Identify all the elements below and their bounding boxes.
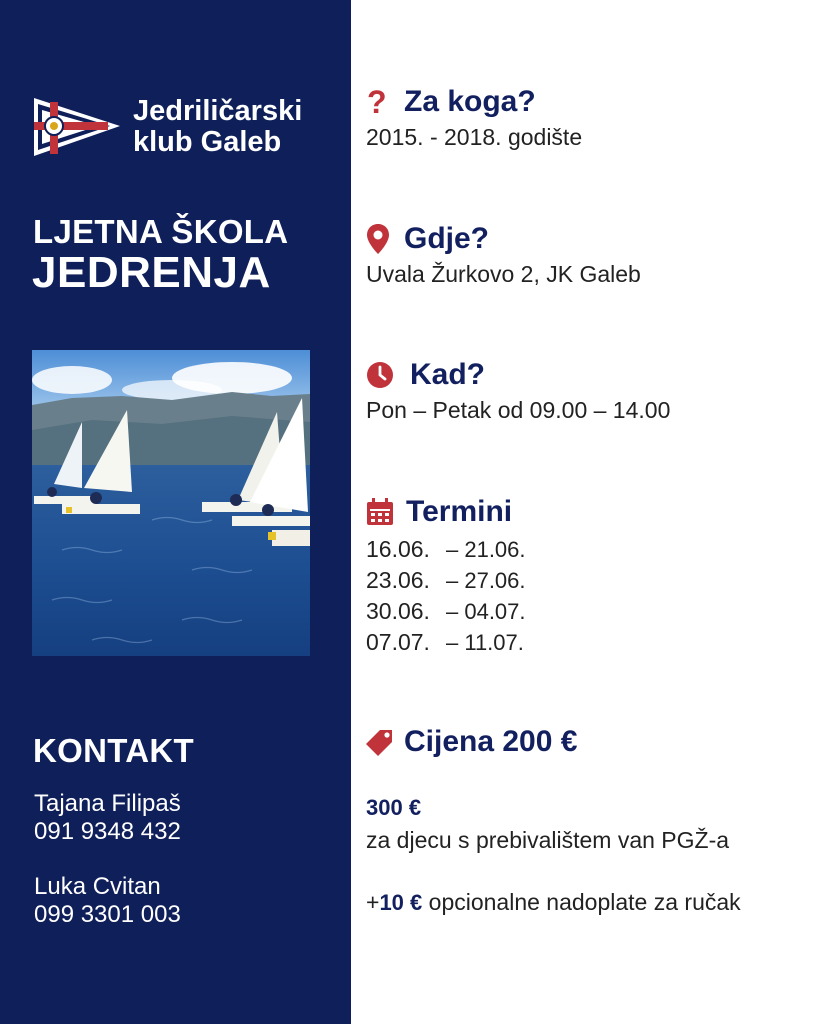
contact-name: Luka Cvitan [34,873,161,900]
section-heading [366,722,577,762]
date-from: 30.06. [366,598,430,624]
section-where [366,219,641,290]
who-heading: Za koga? [404,85,536,118]
pennant-logo-icon [32,96,124,160]
right-panel [351,0,819,1024]
section-heading [366,492,526,532]
date-to: – 27.06. [446,568,526,593]
sailing-photo [32,350,310,656]
svg-text:?: ? [367,87,387,117]
section-terms [366,492,526,658]
clock-icon [366,359,396,391]
section-when [366,355,670,426]
list-item [366,534,526,565]
when-heading: Kad? [410,358,485,391]
sailing-boats-photo [32,350,310,656]
price-heading: Cijena 200 € [404,725,578,758]
where-text: Uvala Žurkovo 2, JK Galeb [366,261,641,287]
date-from: 23.06. [366,567,430,593]
list-item [366,627,526,658]
when-text: Pon – Petak od 09.00 – 14.00 [366,397,671,423]
contact-person-2 [34,873,181,929]
location-pin-icon [366,223,396,255]
alt-price: 300 € [366,795,422,820]
left-panel [0,0,351,1024]
date-from: 16.06. [366,536,430,562]
title-line1: LJETNA ŠKOLA [33,213,289,250]
contact-phone[interactable]: 091 9348 432 [34,818,181,845]
contact-phone[interactable]: 099 3301 003 [34,901,181,928]
question-mark-icon [366,86,396,118]
contact-person-1 [34,790,181,846]
club-name-line2: klub Galeb [133,126,282,158]
section-heading [366,355,670,395]
club-name [133,96,302,158]
date-to: – 04.07. [446,599,526,624]
date-to: – 11.07. [446,630,524,655]
terms-list [366,534,526,658]
section-heading [366,219,641,259]
date-to: – 21.06. [446,537,526,562]
club-logo [32,96,322,160]
contact-name: Tajana Filipaš [34,790,181,817]
date-from: 07.07. [366,629,430,655]
who-text: 2015. - 2018. godište [366,124,583,150]
lunch-prefix: + [366,889,380,915]
calendar-icon [366,496,396,528]
title-line2: JEDRENJA [32,248,271,297]
section-heading [366,82,582,122]
section-who [366,82,582,153]
where-heading: Gdje? [404,222,490,255]
price-tag-icon [366,726,396,758]
terms-heading: Termini [406,495,513,528]
lunch-price-note: opcionalne nadoplate za ručak [422,889,741,915]
contact-heading: KONTAKT [33,732,194,769]
alt-price-note: za djecu s prebivalištem van PGŽ-a [366,827,730,853]
list-item [366,565,526,596]
lunch-price-value: 10 € [379,890,423,915]
list-item [366,596,526,627]
lunch-price [366,889,741,916]
section-price [366,722,577,762]
club-name-line1: Jedriličarski [133,95,303,127]
